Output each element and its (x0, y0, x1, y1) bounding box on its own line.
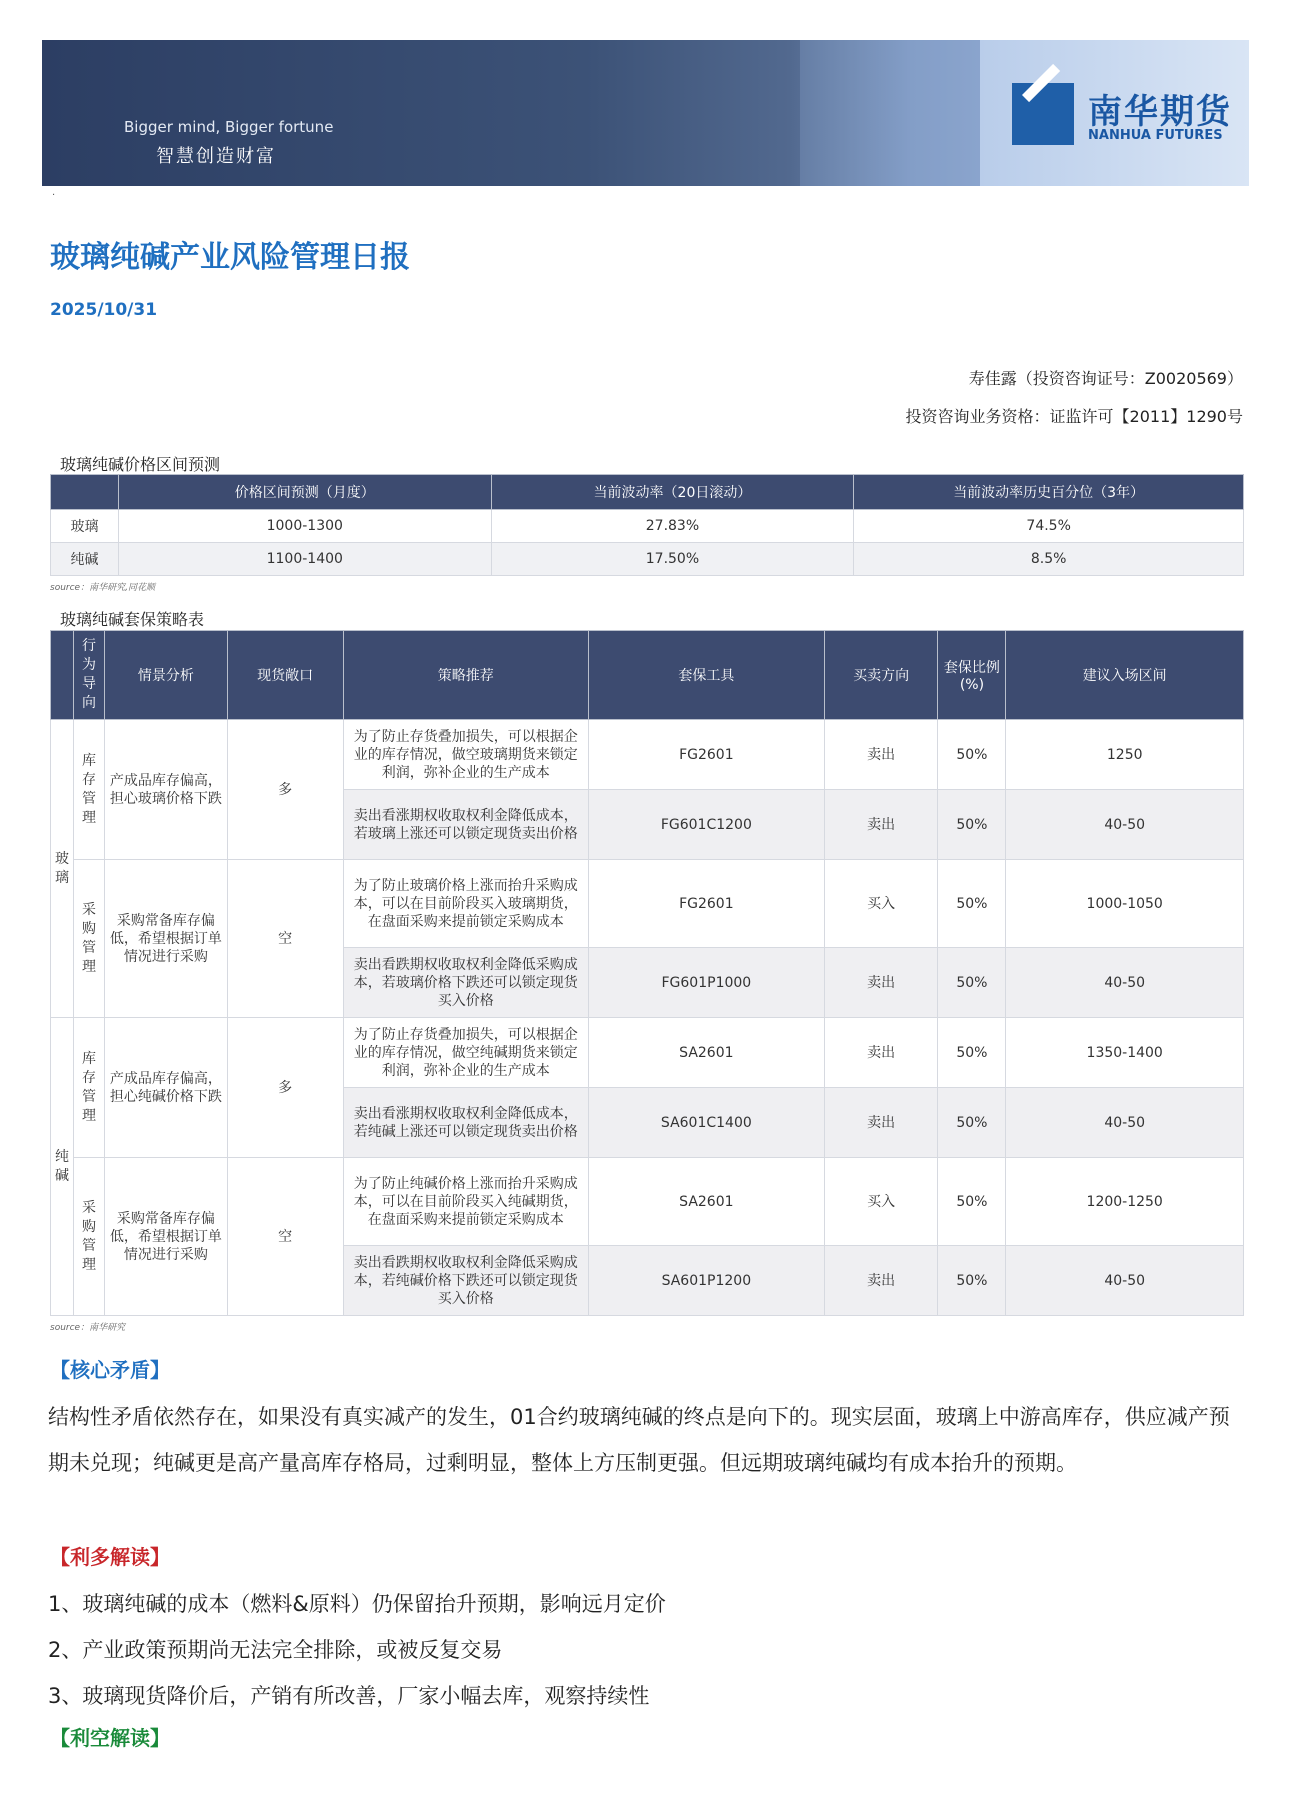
logo-text-cn: 南华期货 (1088, 92, 1232, 132)
core-paragraph: 结构性矛盾依然存在，如果没有真实减产的发生，01合约玻璃纯碱的终点是向下的。现实层面，玻璃上中游高库存，供应减产预期未兑现；纯碱更是高产量高库存格局，过剩明显，整体上方压制更强。但远期玻璃纯碱均有成本抬升的预期。 (48, 1405, 1230, 1475)
table-row (51, 543, 1244, 576)
table-row (51, 860, 1244, 948)
core-heading: 【核心矛盾】 (50, 1358, 170, 1382)
table-header-row (51, 631, 1244, 720)
strategy-cell: 为了防止玻璃价格上涨而抬升采购成本，可以在目前阶段买入玻璃期货，在盘面采购来提前锁定采购成本 (343, 860, 589, 948)
direction-cell: 卖出 (824, 1018, 938, 1088)
strategy-cell: 为了防止存货叠加损失，可以根据企业的库存情况，做空纯碱期货来锁定利润，弥补企业的生产成本 (343, 1018, 589, 1088)
hedge-strategy-table (50, 630, 1244, 1316)
behavior-cell: 采购管理 (74, 860, 105, 1018)
table-cell: 74.5% (854, 510, 1244, 543)
table-cell: 1100-1400 (118, 543, 491, 576)
tool-cell: FG2601 (589, 860, 825, 948)
range-cell: 1000-1050 (1006, 860, 1244, 948)
table-row (51, 1018, 1244, 1088)
scenario-cell: 产成品库存偏高，担心玻璃价格下跌 (104, 720, 227, 860)
positive-item: 3、玻璃现货降价后，产销有所改善，厂家小幅去库，观察持续性 (48, 1684, 650, 1708)
direction-cell: 卖出 (824, 790, 938, 860)
negative-heading: 【利空解读】 (50, 1726, 170, 1750)
hedge-table-caption: 玻璃纯碱套保策略表 (60, 610, 205, 629)
column-header: 价格区间预测（月度） (118, 475, 491, 510)
page-dot: · (52, 190, 56, 201)
ratio-cell: 50% (938, 860, 1006, 948)
strategy-cell: 卖出看跌期权收取权利金降低采购成本，若纯碱价格下跌还可以锁定现货买入价格 (343, 1246, 589, 1316)
direction-cell: 买入 (824, 1158, 938, 1246)
column-header: 买卖方向 (824, 631, 938, 720)
scenario-cell: 采购常备库存偏低，希望根据订单情况进行采购 (104, 860, 227, 1018)
table-row (51, 510, 1244, 543)
ratio-cell: 50% (938, 1246, 1006, 1316)
header-banner (42, 40, 1249, 186)
behavior-cell: 采购管理 (74, 1158, 105, 1316)
scenario-cell: 产成品库存偏高，担心纯碱价格下跌 (104, 1018, 227, 1158)
tool-cell: SA2601 (589, 1158, 825, 1246)
range-cell: 1350-1400 (1006, 1018, 1244, 1088)
ratio-cell: 50% (938, 1018, 1006, 1088)
column-header: 策略推荐 (343, 631, 589, 720)
range-cell: 1250 (1006, 720, 1244, 790)
direction-cell: 卖出 (824, 948, 938, 1018)
exposure-cell: 空 (227, 860, 343, 1018)
direction-cell: 卖出 (824, 1088, 938, 1158)
table-cell: 27.83% (491, 510, 854, 543)
range-cell: 40-50 (1006, 790, 1244, 860)
price-table-source: source：南华研究,同花顺 (50, 583, 155, 593)
column-header: 行为导向 (74, 631, 105, 720)
ratio-cell: 50% (938, 1158, 1006, 1246)
slogan-english: Bigger mind, Bigger fortune (124, 118, 334, 136)
exposure-cell: 多 (227, 720, 343, 860)
direction-cell: 卖出 (824, 720, 938, 790)
license-info: 投资咨询业务资格：证监许可【2011】1290号 (905, 407, 1243, 426)
behavior-cell: 库存管理 (74, 720, 105, 860)
table-row (51, 1158, 1244, 1246)
ratio-cell: 50% (938, 720, 1006, 790)
strategy-cell: 为了防止纯碱价格上涨而抬升采购成本，可以在目前阶段买入纯碱期货，在盘面采购来提前锁定采购成本 (343, 1158, 589, 1246)
tool-cell: FG601P1000 (589, 948, 825, 1018)
nanhua-logo-icon (1012, 83, 1074, 145)
positive-item: 2、产业政策预期尚无法完全排除，或被反复交易 (48, 1638, 503, 1662)
tool-cell: FG601C1200 (589, 790, 825, 860)
column-header: 套保工具 (589, 631, 825, 720)
column-header: 套保比例(%) (938, 631, 1006, 720)
ratio-cell: 50% (938, 948, 1006, 1018)
table-header-row (51, 475, 1244, 510)
direction-cell: 卖出 (824, 1246, 938, 1316)
column-header: 情景分析 (104, 631, 227, 720)
author-info: 寿佳露（投资咨询证号：Z0020569） (968, 369, 1243, 388)
exposure-cell: 空 (227, 1158, 343, 1316)
table-cell: 17.50% (491, 543, 854, 576)
product-cell: 纯碱 (51, 1018, 74, 1316)
table-cell: 8.5% (854, 543, 1244, 576)
tool-cell: SA601C1400 (589, 1088, 825, 1158)
report-date: 2025/10/31 (50, 300, 158, 320)
tool-cell: SA2601 (589, 1018, 825, 1088)
tool-cell: FG2601 (589, 720, 825, 790)
column-header (51, 475, 119, 510)
strategy-cell: 卖出看跌期权收取权利金降低采购成本，若玻璃价格下跌还可以锁定现货买入价格 (343, 948, 589, 1018)
strategy-cell: 为了防止存货叠加损失，可以根据企业的库存情况，做空玻璃期货来锁定利润，弥补企业的生产成本 (343, 720, 589, 790)
scenario-cell: 采购常备库存偏低，希望根据订单情况进行采购 (104, 1158, 227, 1316)
behavior-cell: 库存管理 (74, 1018, 105, 1158)
column-header: 建议入场区间 (1006, 631, 1244, 720)
table-cell: 1000-1300 (118, 510, 491, 543)
exposure-cell: 多 (227, 1018, 343, 1158)
positive-heading: 【利多解读】 (50, 1545, 170, 1569)
range-cell: 40-50 (1006, 948, 1244, 1018)
product-cell: 玻璃 (51, 720, 74, 1018)
table-cell: 玻璃 (51, 510, 119, 543)
slogan-chinese: 智慧创造财富 (156, 146, 276, 167)
range-cell: 1200-1250 (1006, 1158, 1244, 1246)
price-table-caption: 玻璃纯碱价格区间预测 (60, 455, 221, 474)
strategy-cell: 卖出看涨期权收取权利金降低成本，若玻璃上涨还可以锁定现货卖出价格 (343, 790, 589, 860)
table-row (51, 720, 1244, 790)
strategy-cell: 卖出看涨期权收取权利金降低成本，若纯碱上涨还可以锁定现货卖出价格 (343, 1088, 589, 1158)
range-cell: 40-50 (1006, 1088, 1244, 1158)
positive-item: 1、玻璃纯碱的成本（燃料&原料）仍保留抬升预期，影响远月定价 (48, 1592, 666, 1616)
range-cell: 40-50 (1006, 1246, 1244, 1316)
logo-text-en: NANHUA FUTURES (1088, 128, 1223, 143)
tool-cell: SA601P1200 (589, 1246, 825, 1316)
price-range-table (50, 474, 1244, 576)
direction-cell: 买入 (824, 860, 938, 948)
report-title: 玻璃纯碱产业风险管理日报 (50, 240, 410, 275)
column-header: 现货敞口 (227, 631, 343, 720)
column-header: 当前波动率历史百分位（3年） (854, 475, 1244, 510)
hedge-table-source: source：南华研究 (50, 1323, 126, 1333)
column-header: 当前波动率（20日滚动） (491, 475, 854, 510)
ratio-cell: 50% (938, 790, 1006, 860)
column-header (51, 631, 74, 720)
ratio-cell: 50% (938, 1088, 1006, 1158)
table-cell: 纯碱 (51, 543, 119, 576)
